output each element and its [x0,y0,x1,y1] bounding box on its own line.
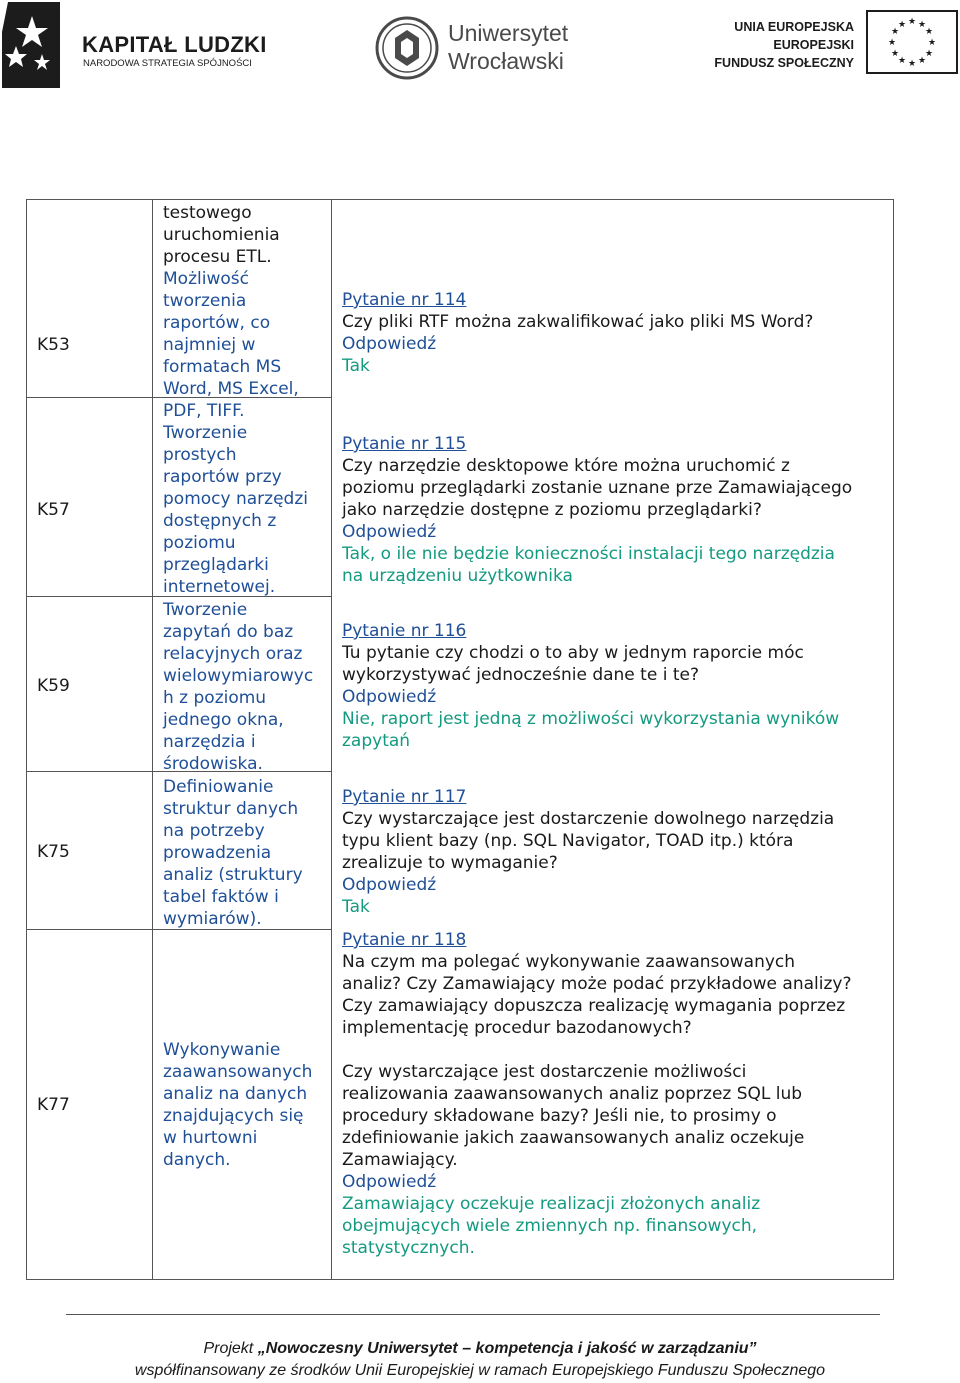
answer-text: Tak [342,897,370,917]
kapital-ludzki-title: KAPITAŁ LUDZKI [82,32,267,57]
description-line: testowego [163,203,252,223]
question-text: Zamawiający. [342,1150,458,1170]
answer-text: na urządzeniu użytkownika [342,566,573,586]
svg-text:★: ★ [897,20,907,30]
question-text: Czy narzędzie desktopowe które można uruchomić z [342,456,790,476]
question-text: procedury składowane bazy? Jeśli nie, to prosimy o [342,1106,777,1126]
description-line: procesu ETL. [163,247,272,267]
answer-label: Odpowiedź [342,687,437,707]
description-line: środowiska. [163,754,263,774]
question-text: Czy wystarczające jest dostarczenie możliwości [342,1062,747,1082]
description-line: wymiarów). [163,909,262,929]
description-line: tworzenia [163,291,247,311]
answer-text: Zamawiający oczekuje realizacji złożonych analiz [342,1194,761,1214]
svg-text:★: ★ [897,56,907,66]
question-text: analiz? Czy Zamawiający może podać przykładowe analizy? [342,974,852,994]
description-line: dostępnych z [163,511,277,531]
page-header [0,0,960,95]
description-line: analiz na danych [163,1084,308,1104]
footer-divider [66,1314,880,1315]
question-text: Czy zamawiający dopuszcza realizację wymagania poprzez [342,996,846,1016]
svg-text:★: ★ [887,38,897,48]
description-line: tabel faktów i [163,887,279,907]
question-title: Pytanie nr 116 [342,621,467,641]
description-line: pomocy narzędzi [163,489,308,509]
description-line: formatach MS [163,357,282,377]
kapital-ludzki-mark-icon [2,2,62,88]
question-text: jako narzędzie dostępne z poziomu przeglądarki? [342,500,762,520]
footer-project-name: „Nowoczesny Uniwersytet – kompetencja i jakość w zarządzaniu” [257,1340,757,1357]
description-line: struktur danych [163,799,299,819]
svg-text:★: ★ [907,17,917,27]
answer-text: statystycznych. [342,1238,475,1258]
footer-funding-line: współfinansowany ze środków Unii Europejskiej w ramach Europejskiego Funduszu Społecznego [134,1362,826,1379]
university-crest-icon [375,12,439,84]
svg-text:★: ★ [924,27,934,37]
answer-text: Tak [342,356,370,376]
question-text: Na czym ma polegać wykonywanie zaawansowanych [342,952,796,972]
question-title: Pytanie nr 118 [342,930,467,950]
description-line: poziomu [163,533,236,553]
answer-label: Odpowiedź [342,334,437,354]
description-line: raportów, co [163,313,271,333]
question-text: poziomu przeglądarki zostanie uznane prze Zamawiającego [342,478,853,498]
description-line: Word, MS Excel, [163,379,299,399]
question-block [342,786,892,918]
question-title: Pytanie nr 117 [342,787,467,807]
university-name-line1: Uniwersytet [448,20,569,46]
question-text: zdefiniowanie jakich zaawansowanych analiz oczekuje [342,1128,805,1148]
question-block [342,620,892,752]
requirement-description [163,776,303,930]
question-block [342,929,892,1259]
description-line: zapytań do baz [163,622,294,642]
description-line: w hurtowni [163,1128,258,1148]
description-line: uruchomienia [163,225,280,245]
eu-text-line1: UNIA EUROPEJSKA [734,20,854,34]
requirement-code: K75 [37,842,70,862]
requirement-code: K53 [37,335,70,355]
description-line: analiz (struktury [163,865,303,885]
eu-logo [714,8,958,88]
footer-project-line [0,1340,960,1358]
description-line: wielowymiarowyc [163,666,314,686]
svg-text:★: ★ [924,49,934,59]
description-line: przeglądarki [163,555,269,575]
requirement-description [163,599,313,775]
requirement-code: K57 [37,500,70,520]
description-line: raportów przy [163,467,282,487]
description-line: narzędzia i [163,732,256,752]
answer-text: obejmujących wiele zmiennych np. finansowych, [342,1216,758,1236]
university-name-line2: Wrocławski [448,48,564,74]
answer-label: Odpowiedź [342,875,437,895]
description-line: zaawansowanych [163,1062,313,1082]
question-block [342,289,892,377]
svg-text:★: ★ [907,59,917,69]
requirement-description [163,422,308,598]
description-line: prowadzenia [163,843,272,863]
requirement-code: K59 [37,676,70,696]
description-line: h z poziomu [163,688,267,708]
column-divider [331,200,332,1279]
description-line: Tworzenie [163,600,248,620]
svg-text:★: ★ [917,20,927,30]
question-text: Tu pytanie czy chodzi o to aby w jednym raporcie móc [342,643,804,663]
answer-text: zapytań [342,731,411,751]
svg-text:★: ★ [890,49,900,59]
description-line: Wykonywanie [163,1040,281,1060]
question-text: zrealizuje to wymaganie? [342,853,558,873]
question-title: Pytanie nr 114 [342,290,467,310]
university-logo [372,8,582,88]
eu-text-line3: FUNDUSZ SPOŁECZNY [714,56,854,70]
answer-label: Odpowiedź [342,1172,437,1192]
question-block [342,433,892,587]
answer-label: Odpowiedź [342,522,437,542]
description-line: Tworzenie [163,423,248,443]
requirements-table [26,199,894,1280]
description-line: na potrzeby [163,821,265,841]
description-line: znajdujących się [163,1106,304,1126]
description-line: najmniej w [163,335,256,355]
svg-text:★: ★ [927,38,937,48]
question-text: Czy pliki RTF można zakwalifikować jako pliki MS Word? [342,312,814,332]
description-line: PDF, TIFF. [163,401,245,421]
answer-text: Tak, o ile nie będzie konieczności instalacji tego narzędzia [342,544,835,564]
question-text: wykorzystywać jednocześnie dane te i te? [342,665,699,685]
question-text: realizowania zaawansowanych analiz poprzez SQL lub [342,1084,803,1104]
footer-project-prefix: Projekt [203,1340,258,1357]
question-title: Pytanie nr 115 [342,434,467,454]
description-line: danych. [163,1150,231,1170]
kapital-ludzki-subtitle: NARODOWA STRATEGIA SPÓJNOŚCI [83,58,252,69]
eu-text-line2: EUROPEJSKI [773,38,854,52]
requirement-description [163,202,299,422]
requirement-description [163,1039,312,1171]
eu-flag-icon [866,10,958,74]
description-line: Możliwość [163,269,249,289]
description-line: Definiowanie [163,777,274,797]
question-text: Czy wystarczające jest dostarczenie dowolnego narzędzia [342,809,835,829]
question-text: implementację procedur bazodanowych? [342,1018,692,1038]
svg-text:★: ★ [917,56,927,66]
svg-text:★: ★ [890,27,900,37]
question-text: typu klient bazy (np. SQL Navigator, TOAD itp.) która [342,831,794,851]
requirement-code: K77 [37,1095,70,1115]
description-line: prostych [163,445,237,465]
column-divider [152,200,153,1279]
kapital-ludzki-logo [2,2,272,90]
description-line: internetowej. [163,577,276,597]
description-line: relacyjnych oraz [163,644,303,664]
description-line: jednego okna, [163,710,284,730]
answer-text: Nie, raport jest jedną z możliwości wykorzystania wyników [342,709,840,729]
